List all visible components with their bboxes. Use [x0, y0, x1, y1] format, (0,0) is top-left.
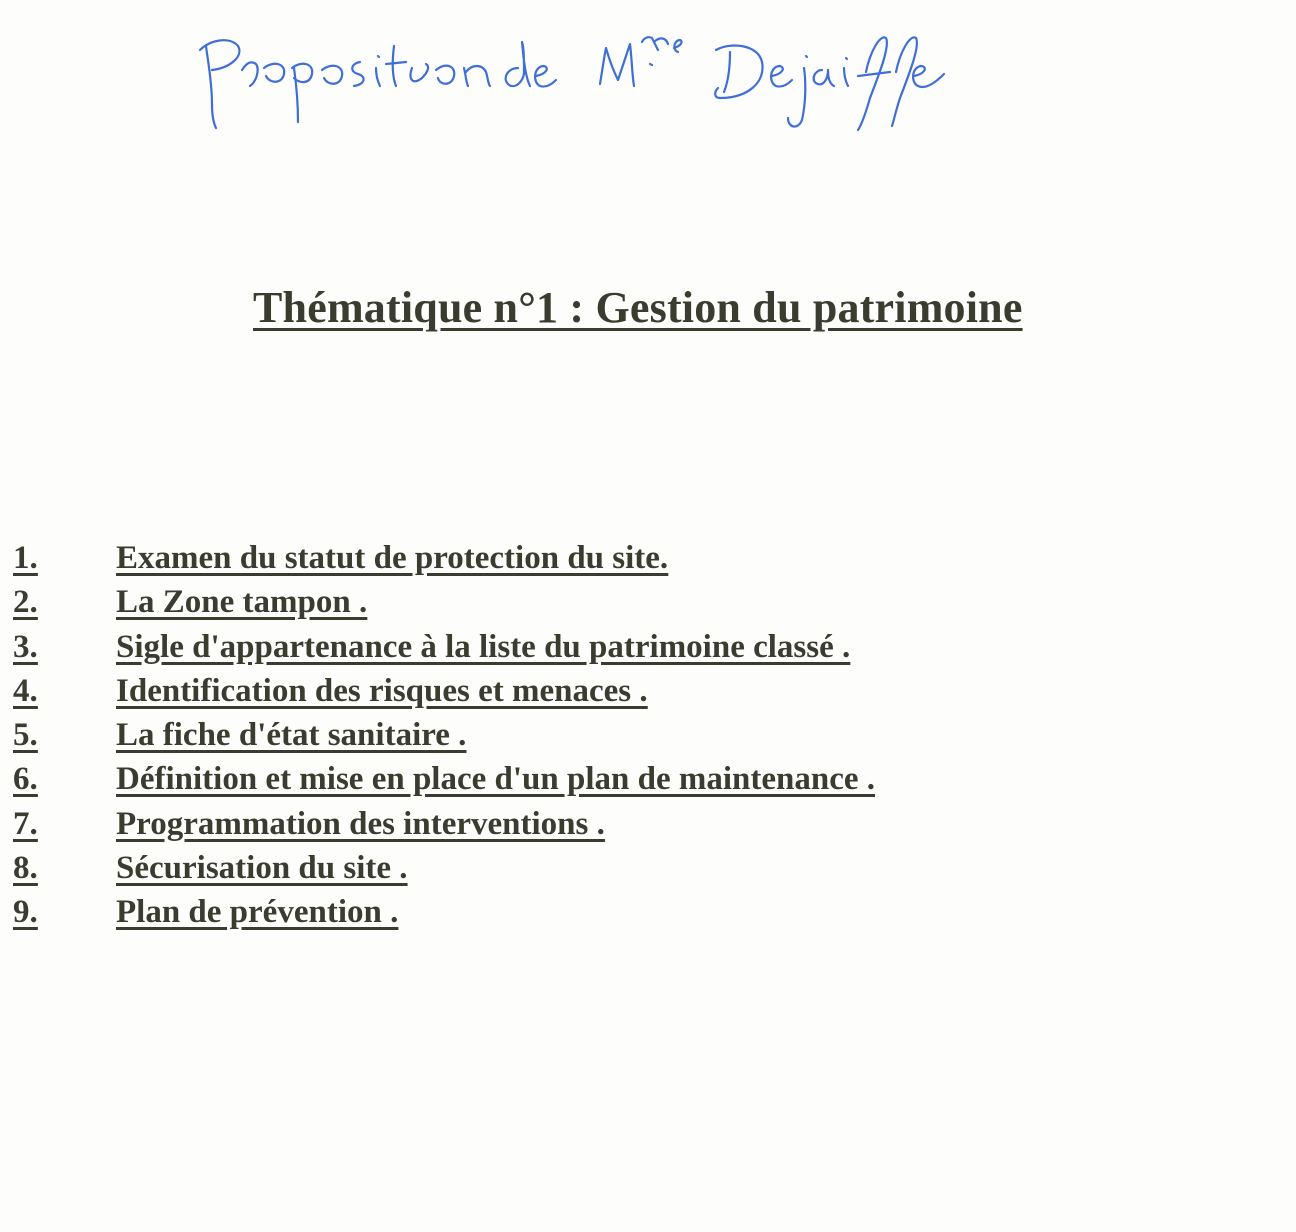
handwriting-scribble	[190, 12, 950, 142]
list-item	[13, 894, 875, 938]
item-text: La fiche d'état sanitaire .	[116, 717, 467, 754]
topic-list	[13, 540, 875, 939]
list-item	[13, 850, 875, 894]
item-number: 8.	[13, 850, 38, 887]
item-text: Programmation des interventions .	[116, 805, 605, 842]
list-item	[13, 717, 875, 761]
item-text: Examen du statut de protection du site.	[116, 540, 669, 576]
item-number: 2.	[13, 584, 38, 621]
list-item	[13, 761, 875, 805]
item-number: 5.	[13, 717, 38, 754]
list-item	[13, 629, 875, 673]
item-text: Définition et mise en place d'un plan de maintenance .	[116, 761, 876, 798]
list-item	[13, 584, 875, 628]
list-item	[13, 806, 875, 850]
item-number: 4.	[13, 672, 38, 709]
item-number: 6.	[13, 761, 38, 798]
item-text: Sigle d'appartenance à la liste du patrimoine classé .	[116, 628, 851, 665]
item-number: 9.	[13, 894, 38, 931]
item-number: 7.	[13, 805, 38, 842]
item-text: Identification des risques et menaces .	[116, 672, 648, 709]
list-item	[13, 540, 875, 584]
page-title: Thématique n°1 : Gestion du patrimoine	[253, 283, 1023, 332]
item-text: Sécurisation du site .	[116, 850, 408, 887]
item-text: La Zone tampon .	[116, 584, 368, 621]
handwritten-note-text: Proposition de Mme Dejaiffe	[190, 12, 202, 13]
list-item	[13, 673, 875, 717]
item-number: 1.	[13, 540, 38, 576]
handwritten-annotation	[190, 12, 950, 142]
item-text: Plan de prévention .	[116, 894, 399, 931]
item-number: 3.	[13, 628, 38, 665]
